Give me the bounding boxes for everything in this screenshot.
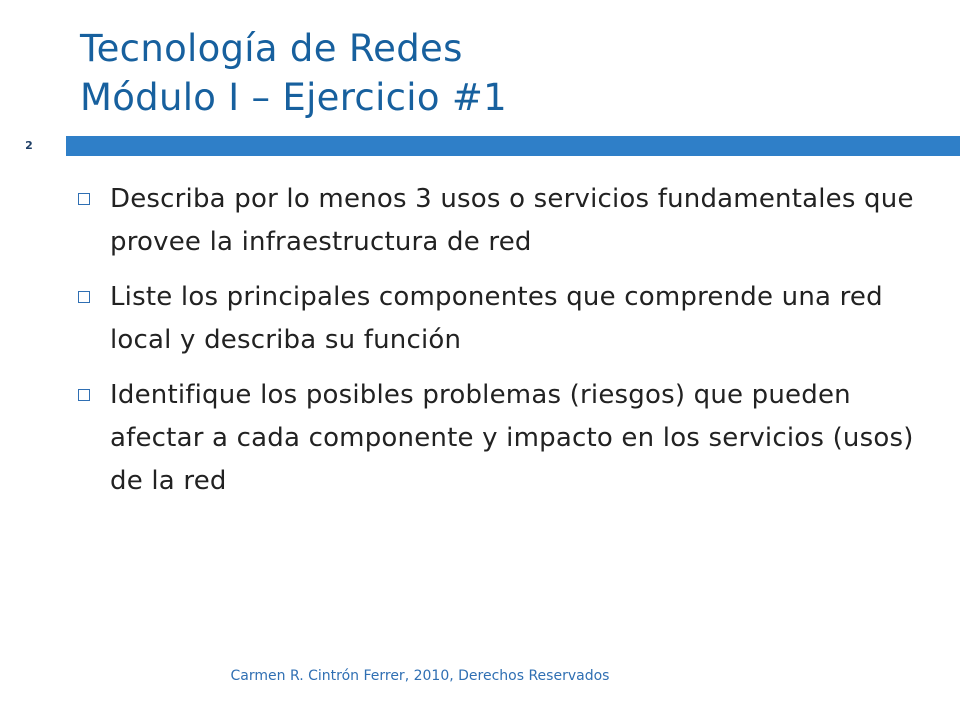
bullet-list xyxy=(76,178,926,515)
bullet-text: Describa por lo menos 3 usos o servicios fundamentales que provee la infraestructura de red xyxy=(110,184,914,257)
bullet-item xyxy=(76,374,926,503)
slide-title xyxy=(80,24,920,122)
title-divider-bar xyxy=(0,136,960,156)
slide-number-box xyxy=(0,136,58,156)
square-outline-bullet-icon xyxy=(78,193,90,205)
bullet-item xyxy=(76,276,926,362)
bullet-text: Liste los principales componentes que comprende una red local y describa su función xyxy=(110,282,883,355)
slide-number: 2 xyxy=(25,139,33,152)
slide-title-line-2: Módulo I – Ejercicio #1 xyxy=(80,76,508,119)
bullet-item xyxy=(76,178,926,264)
bullet-text: Identifique los posibles problemas (riesgos) que pueden afectar a cada componente y impacto en los servicios (usos) de la red xyxy=(110,380,914,496)
footer-copyright: Carmen R. Cintrón Ferrer, 2010, Derechos Reservados xyxy=(230,668,610,684)
square-outline-bullet-icon xyxy=(78,291,90,303)
square-outline-bullet-icon xyxy=(78,389,90,401)
slide-title-line-1: Tecnología de Redes xyxy=(80,27,463,70)
accent-bar xyxy=(66,136,960,156)
